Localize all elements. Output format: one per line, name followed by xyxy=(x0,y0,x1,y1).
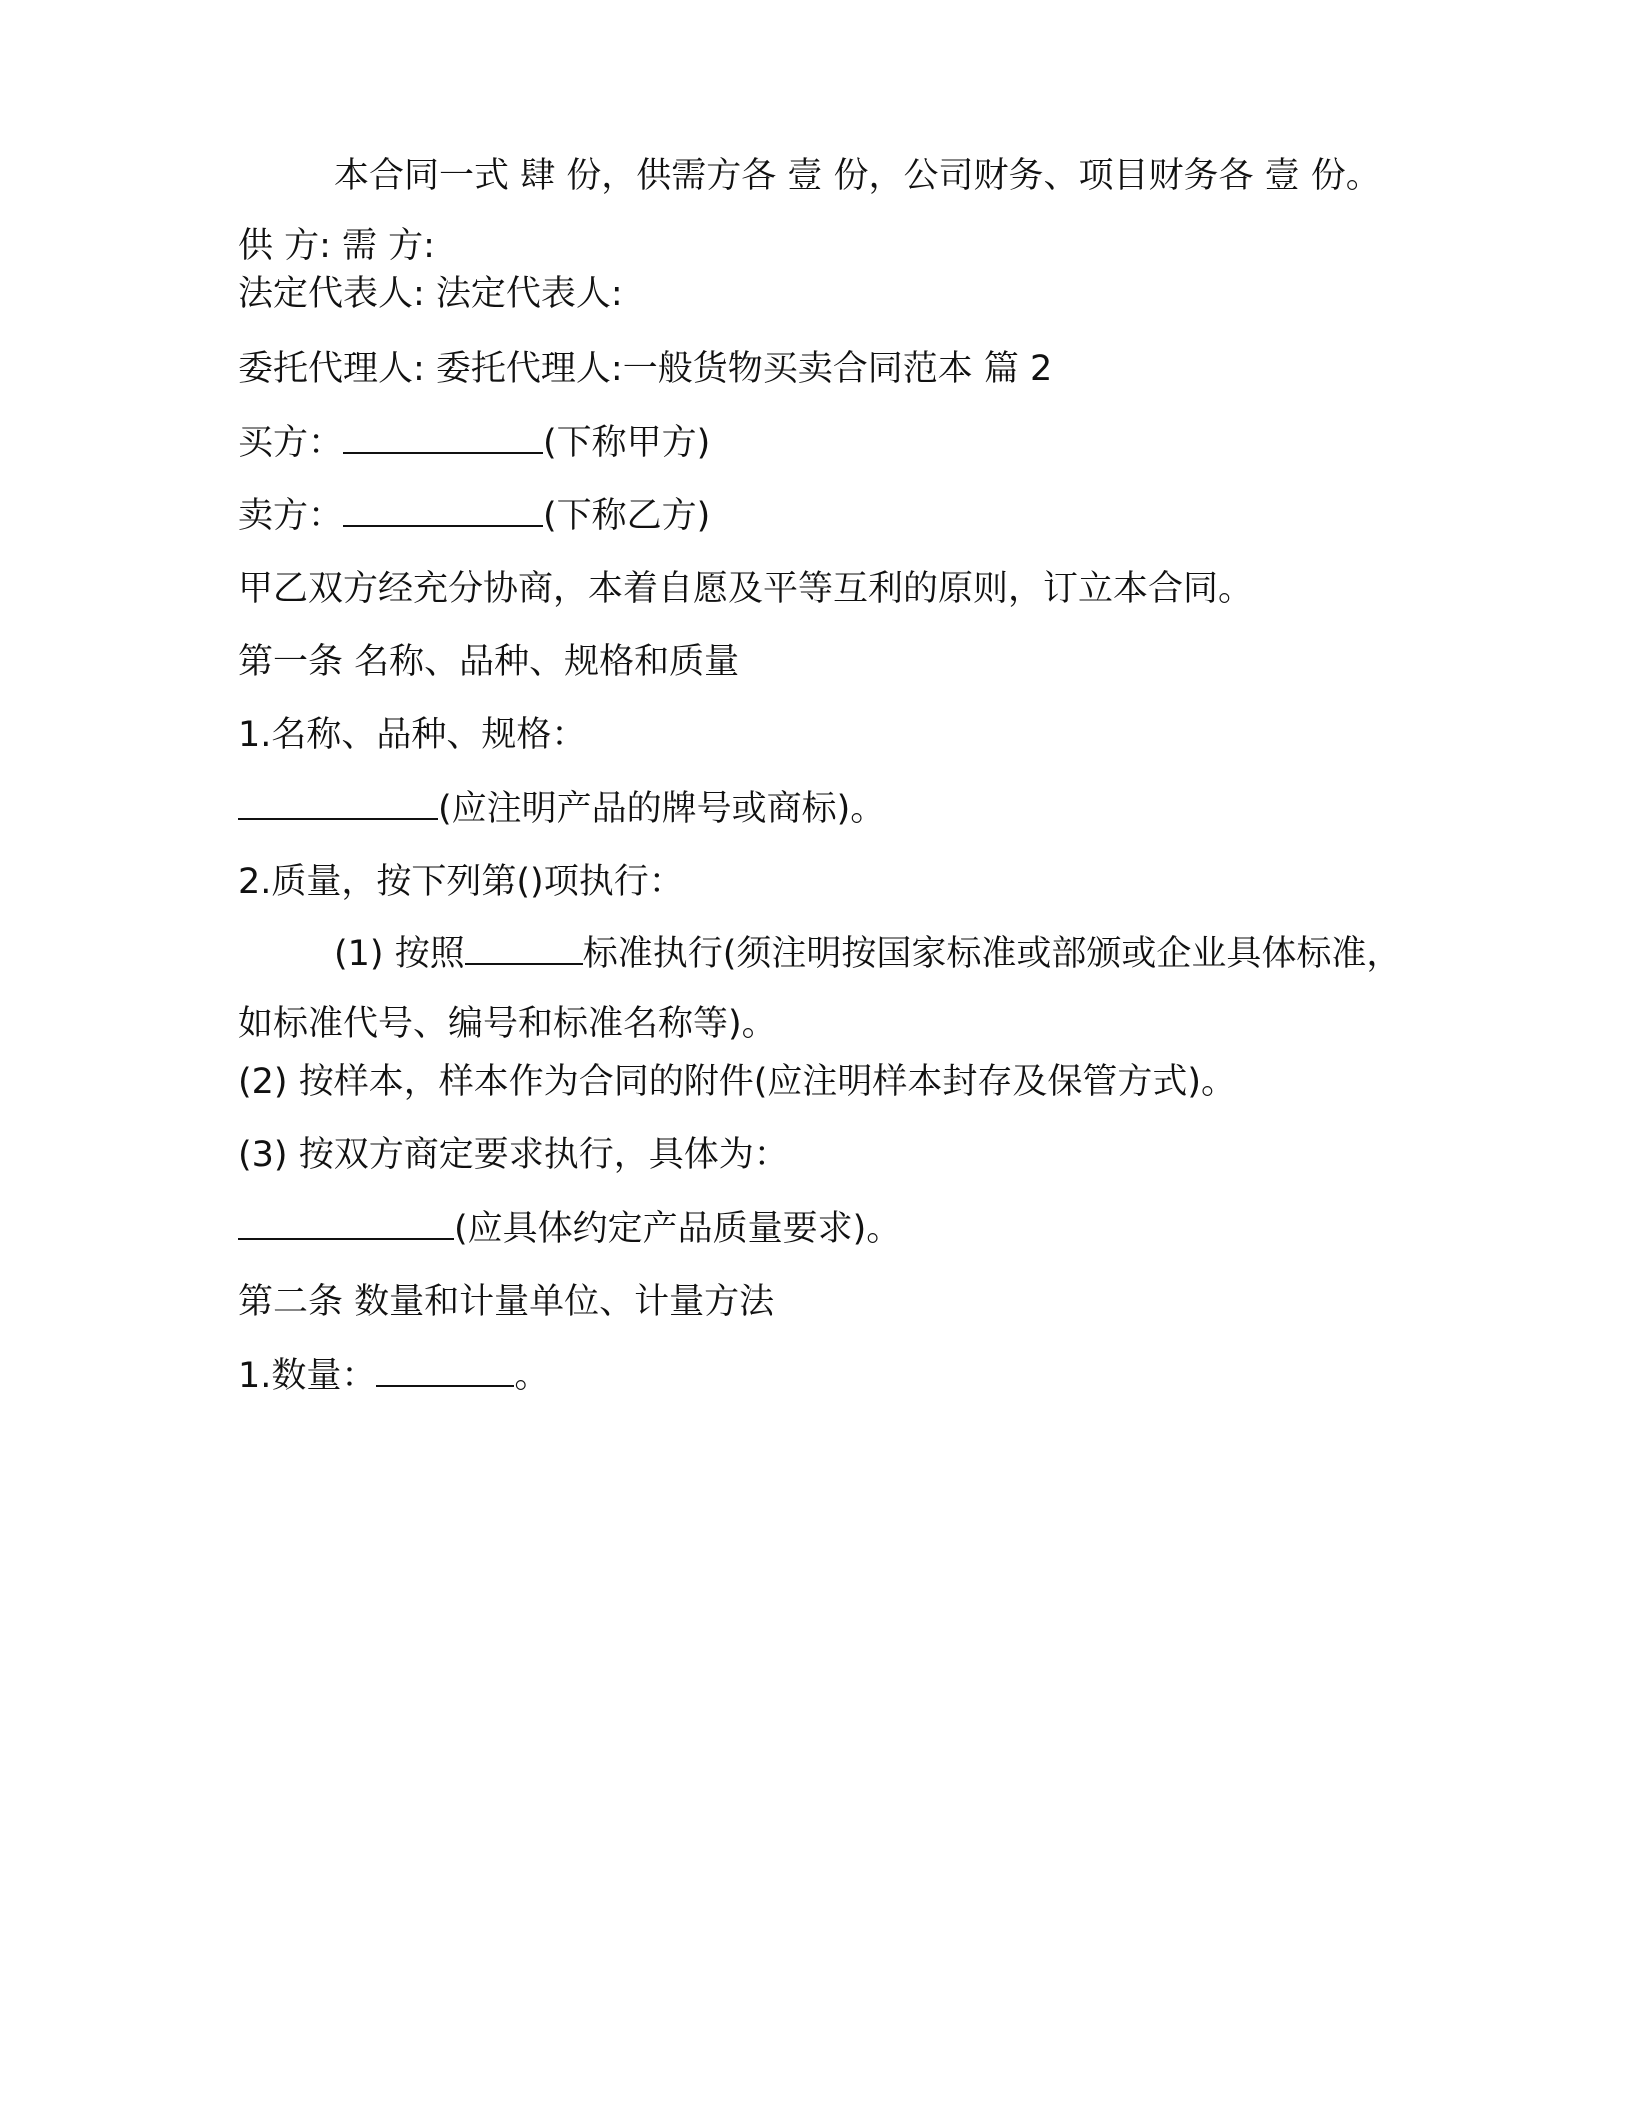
buyer-blank xyxy=(343,418,543,454)
paragraph-brand xyxy=(238,784,1398,833)
option-suffix: 标准执行(须注明按国家标准或部颁或企业具体标准，如标准代号、编号和标准名称等)。 xyxy=(238,934,1402,1044)
paragraph-quality xyxy=(238,858,1398,906)
quantity-blank xyxy=(376,1351,514,1387)
seller-label: 卖方： xyxy=(238,496,344,536)
buyer-suffix: (下称甲方) xyxy=(543,423,711,463)
paragraph-quality-detail xyxy=(238,1204,1398,1253)
seller-blank xyxy=(343,491,543,527)
paragraph-text: (3) 按双方商定要求执行，具体为： xyxy=(238,1135,789,1175)
paragraph-text: 甲乙双方经充分协商，本着自愿及平等互利的原则，订立本合同。 xyxy=(238,569,1254,609)
paragraph-text: 委托代理人: 委托代理人:一般货物买卖合同范本 篇 2 xyxy=(238,349,1053,389)
paragraph-name-spec xyxy=(238,711,1398,759)
seller-suffix: (下称乙方) xyxy=(543,496,711,536)
paragraph-text: 1.名称、品种、规格： xyxy=(238,715,587,755)
article-heading: 第一条 名称、品种、规格和质量 xyxy=(238,642,740,682)
paragraph-text: 法定代表人: 法定代表人: xyxy=(238,274,623,314)
paragraph-agent-title xyxy=(238,345,1398,393)
option-prefix: (1) 按照 xyxy=(334,934,465,974)
quality-blank xyxy=(238,1204,454,1240)
paragraph-quality-option-3 xyxy=(238,1131,1398,1179)
paragraph-text: (2) 按样本，样本作为合同的附件(应注明样本封存及保管方式)。 xyxy=(238,1062,1237,1102)
standard-blank xyxy=(465,929,583,965)
paragraph-copies xyxy=(238,141,1406,281)
brand-blank xyxy=(238,784,438,820)
paragraph-quality-option-1 xyxy=(238,919,1406,1059)
quantity-prefix: 1.数量： xyxy=(238,1356,377,1396)
paragraph-quantity xyxy=(238,1351,1398,1400)
paragraph-seller xyxy=(238,491,1398,540)
paragraph-text: 本合同一式 肆 份，供需方各 壹 份，公司财务、项目财务各 壹 份。供 方: 需 方: xyxy=(238,156,1381,266)
article-heading: 第二条 数量和计量单位、计量方法 xyxy=(238,1282,775,1322)
quality-suffix: (应具体约定产品质量要求)。 xyxy=(454,1209,902,1249)
paragraph-buyer xyxy=(238,418,1398,467)
paragraph-legal-rep xyxy=(238,270,1398,318)
paragraph-text: 2.质量，按下列第()项执行： xyxy=(238,862,684,902)
paragraph-quality-option-2 xyxy=(238,1058,1398,1106)
buyer-label: 买方： xyxy=(238,423,344,463)
paragraph-article-2 xyxy=(238,1278,1398,1326)
quantity-suffix: 。 xyxy=(514,1356,550,1396)
paragraph-principle xyxy=(238,565,1398,613)
paragraph-article-1 xyxy=(238,638,1398,686)
brand-suffix: (应注明产品的牌号或商标)。 xyxy=(438,789,886,829)
